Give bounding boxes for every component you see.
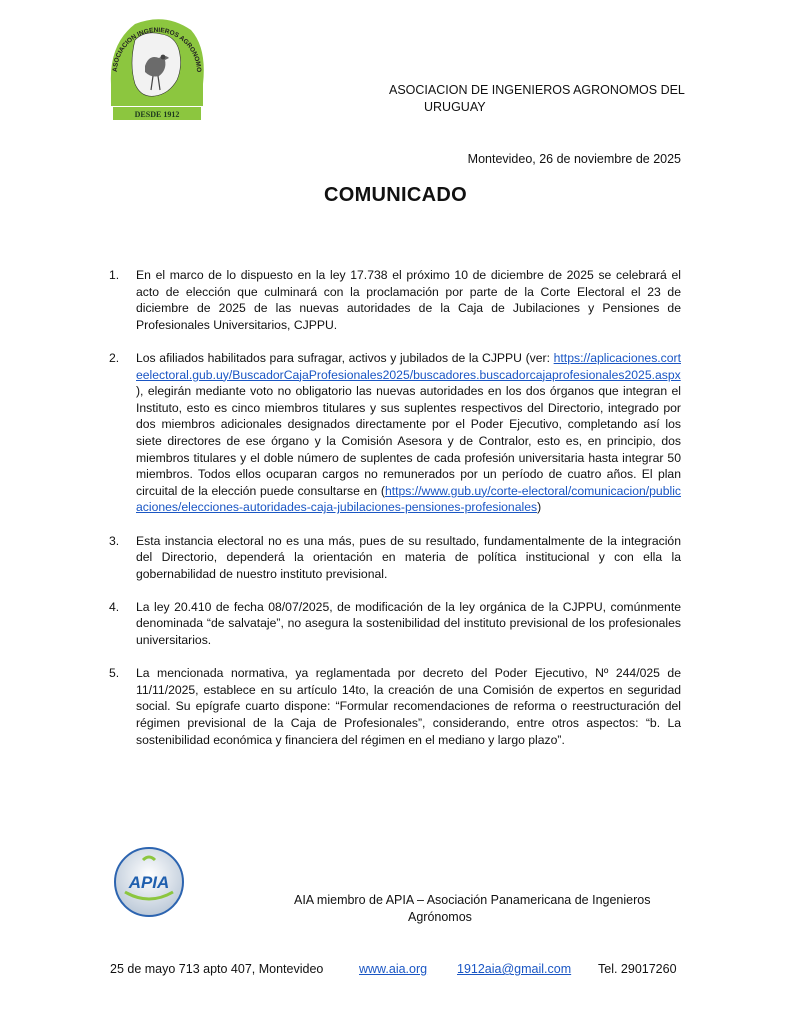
- list-item-2: [109, 350, 681, 516]
- item-number: 3.: [109, 533, 120, 548]
- numbered-list: [109, 267, 681, 765]
- list-item-5: [109, 665, 681, 748]
- org-name-line2: URUGUAY: [424, 100, 486, 114]
- document-date: Montevideo, 26 de noviembre de 2025: [467, 152, 681, 166]
- item-text-a: Los afiliados habilitados para sufragar, activos y jubilados de la CJPPU (ver:: [136, 350, 554, 365]
- footer-address: 25 de mayo 713 apto 407, Montevideo: [110, 962, 324, 976]
- item-number: 4.: [109, 599, 120, 614]
- page-title: COMUNICADO: [324, 184, 467, 206]
- org-name-line1: ASOCIACION DE INGENIEROS AGRONOMOS DEL: [389, 83, 685, 97]
- item-text-c: ): [537, 500, 542, 515]
- aia-logo: [105, 14, 209, 122]
- footer-email-link[interactable]: 1912aia@gmail.com: [457, 962, 572, 976]
- logo-since: DESDE 1912: [134, 110, 180, 119]
- apia-membership: [294, 892, 650, 926]
- item-text-b: ), elegirán mediante voto no obligatorio las nuevas autoridades en los dos órganos que integran el Instituto, esto es cinco miembros titulares y sus suplentes respectivos del Directorio, integrado por dos miembros adicionales designados directamente por el Poder Ejecutivo, completando así los siete directores de ese órgano y la Comisión Asesora y de Contralor, esto es, en principio, dos miembros titulares y el doble número de suplentes de cada profesión universitaria hasta integrar 50 miembros. Todos ellos ocuparan cargos no remunerados por un período de cuatro años. El plan circuital de la elección puede consultarse en (: [136, 384, 681, 498]
- org-name: [389, 82, 685, 116]
- logo-arc-text: ASOCIACION INGENIEROS AGRONOMO: [111, 26, 203, 73]
- item-text: Esta instancia electoral no es una más, pues de su resultado, fundamentalmente de la integración del Directorio, dependerá la orientación en materia de política institucional y con ella la gobernabilidad de nuestro instituto previsional.: [136, 533, 681, 581]
- item-number: 5.: [109, 666, 120, 681]
- list-item-1: [109, 267, 681, 333]
- apia-logo-text: APIA: [128, 873, 170, 892]
- circuit-plan-link[interactable]: https://www.gub.uy/corte-electoral/comunicacion/publicaciones/elecciones-autoridades-caja-jubilaciones-pensiones-profesionales: [136, 483, 681, 515]
- list-item-4: [109, 599, 681, 649]
- list-item-3: [109, 533, 681, 583]
- electoral-search-link[interactable]: https://aplicaciones.corteelectoral.gub.uy/BuscadorCajaProfesionales2025/buscadores.buscadorcajaprofesionales2025.aspx: [136, 350, 681, 382]
- item-number: 2.: [109, 350, 120, 365]
- item-number: 1.: [109, 268, 120, 282]
- item-text: La ley 20.410 de fecha 08/07/2025, de modificación de la ley orgánica de la CJPPU, comúnmente denominada “de salvataje”, no asegura la sostenibilidad del instituto previsional de los profesionales universitarios.: [136, 599, 681, 648]
- item-text: En el marco de lo dispuesto en la ley 17.738 el próximo 10 de diciembre de 2025 se celebrará el acto de elección que culminará con la proclamación por parte de la Corte Electoral el 23 de diciembre de 2025 de las nuevas autoridades de la Caja de Jubilaciones y Pensiones de Profesionales Universitarios, CJPPU.: [136, 268, 681, 332]
- item-text: La mencionada normativa, ya reglamentada por decreto del Poder Ejecutivo, Nº 244/025 de 11/11/2025, establece en su artículo 14to, la creación de una Comisión de expertos en seguridad social. Su epígrafe cuarto dispone: “Formular recomendaciones de reforma o reestructuración del régimen previsional de la Caja de Profesionales”, considerando, entre otros aspectos: “b. La sostenibilidad económica y financiera del régimen en el mediano y largo plazo”.: [136, 666, 681, 747]
- footer-web-link[interactable]: www.aia.org: [359, 962, 428, 976]
- apia-logo: [113, 846, 185, 918]
- apia-line1: AIA miembro de APIA – Asociación Panamericana de Ingenieros: [294, 893, 651, 907]
- footer-phone: Tel. 29017260: [598, 962, 677, 976]
- apia-line2: Agrónomos: [408, 910, 472, 924]
